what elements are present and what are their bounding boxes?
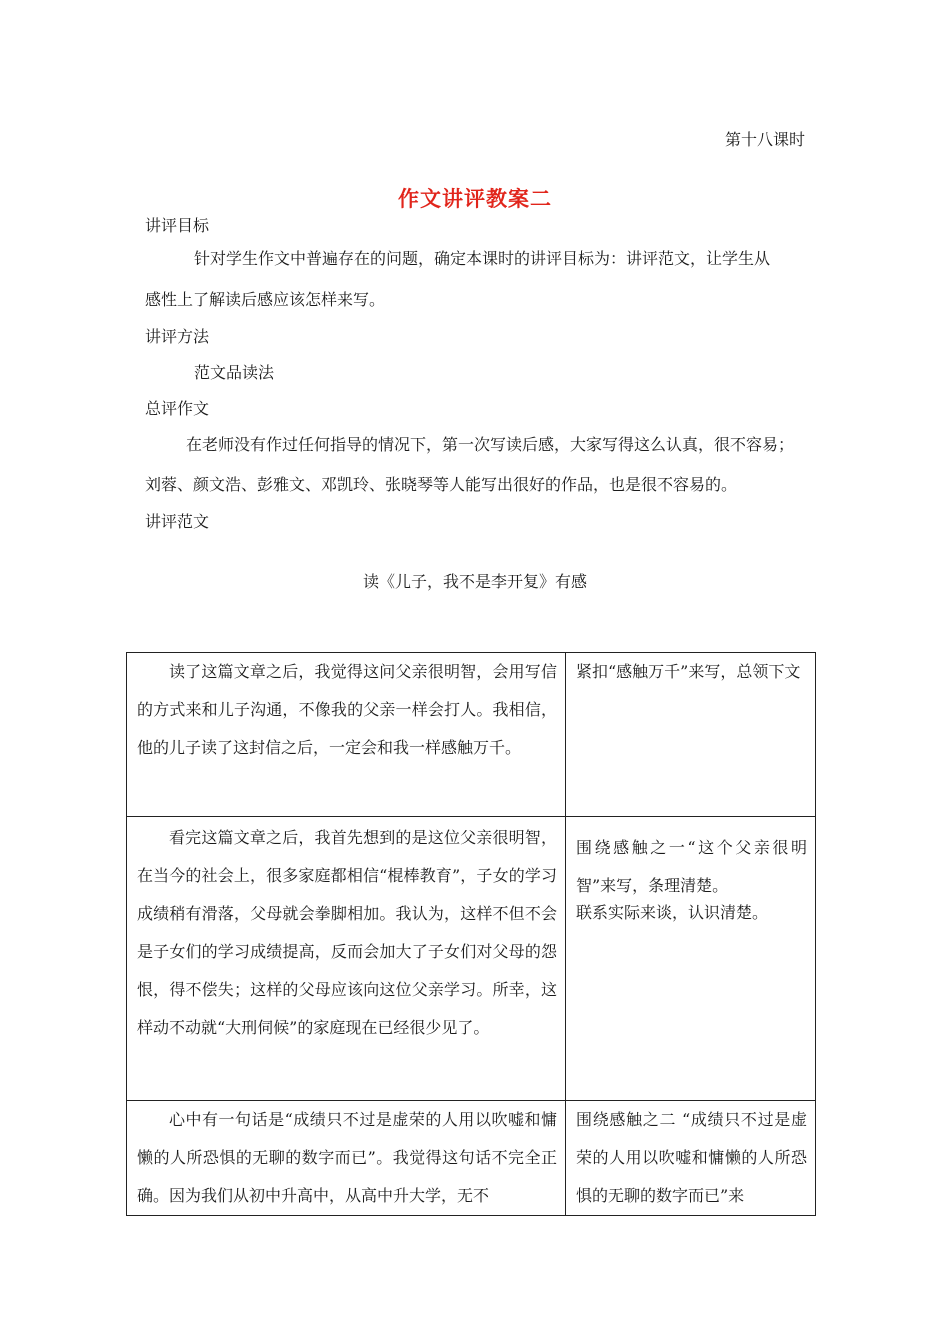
method-heading: 讲评方法 (145, 327, 210, 346)
goal-heading: 讲评目标 (145, 216, 210, 235)
overall-heading: 总评作文 (145, 399, 210, 418)
comment-text: 联系实际来谈，认识清楚。 (576, 903, 769, 922)
page-title: 作文讲评教案二 (398, 186, 552, 211)
comment-cell (566, 1101, 816, 1216)
essay-paragraph: 看完这篇文章之后，我首先想到的是这位父亲很明智，在当今的社会上，很多家庭都相信“棍棒教育”，子女的学习成绩稍有滑落，父母就会拳脚相加。我认为，这样不但不会是子女们的学习成绩提高，反而会加大了子女们对父母的怨恨，得不偿失；这样的父母应该向这位父亲学习。所幸，这样动不动就“大刑伺候”的家庭现在已经很少见了。 (137, 828, 557, 1037)
essay-comment-table (126, 652, 816, 1216)
essay-paragraph: 心中有一句话是“成绩只不过是虚荣的人用以吹嘘和慵懒的人所恐惧的无聊的数字而已”。我觉得这句话不完全正确。因为我们从初中升高中，从高中升大学，无不 (137, 1110, 557, 1205)
table-row (127, 1101, 816, 1216)
essay-paragraph-cell (127, 653, 566, 817)
essay-paragraph: 读了这篇文章之后，我觉得这问父亲很明智，会用写信的方式来和儿子沟通，不像我的父亲一样会打人。我相信，他的儿子读了这封信之后，一定会和我一样感触万千。 (137, 662, 557, 757)
comment-text: 紧扣“感触万千”来写，总领下文 (576, 662, 801, 681)
table-row (127, 653, 816, 817)
overall-text-line1: 在老师没有作过任何指导的情况下，第一次写读后感，大家写得这么认真，很不容易； (186, 435, 795, 454)
comment-cell (566, 817, 816, 1101)
overall-text-line2: 刘蓉、颜文浩、彭雅文、邓凯玲、张晓琴等人能写出很好的作品，也是很不容易的。 (145, 475, 738, 494)
goal-text-line1: 针对学生作文中普遍存在的问题，确定本课时的讲评目标为：讲评范文，让学生从 (194, 249, 771, 268)
comment-text: 围绕感触之一“这个父亲很明智”来写，条理清楚。 (576, 838, 807, 895)
lesson-label: 第十八课时 (724, 130, 805, 149)
method-text: 范文品读法 (194, 363, 275, 382)
model-heading: 讲评范文 (145, 512, 210, 531)
comment-cell (566, 653, 816, 817)
essay-title: 读《儿子，我不是李开复》有感 (362, 572, 587, 591)
essay-paragraph-cell (127, 817, 566, 1101)
table-row (127, 817, 816, 1101)
comment-text: 围绕感触之二 “成绩只不过是虚荣的人用以吹嘘和慵懒的人所恐惧的无聊的数字而已”来 (576, 1110, 807, 1205)
goal-text-line2: 感性上了解读后感应该怎样来写。 (145, 290, 386, 309)
essay-paragraph-cell (127, 1101, 566, 1216)
